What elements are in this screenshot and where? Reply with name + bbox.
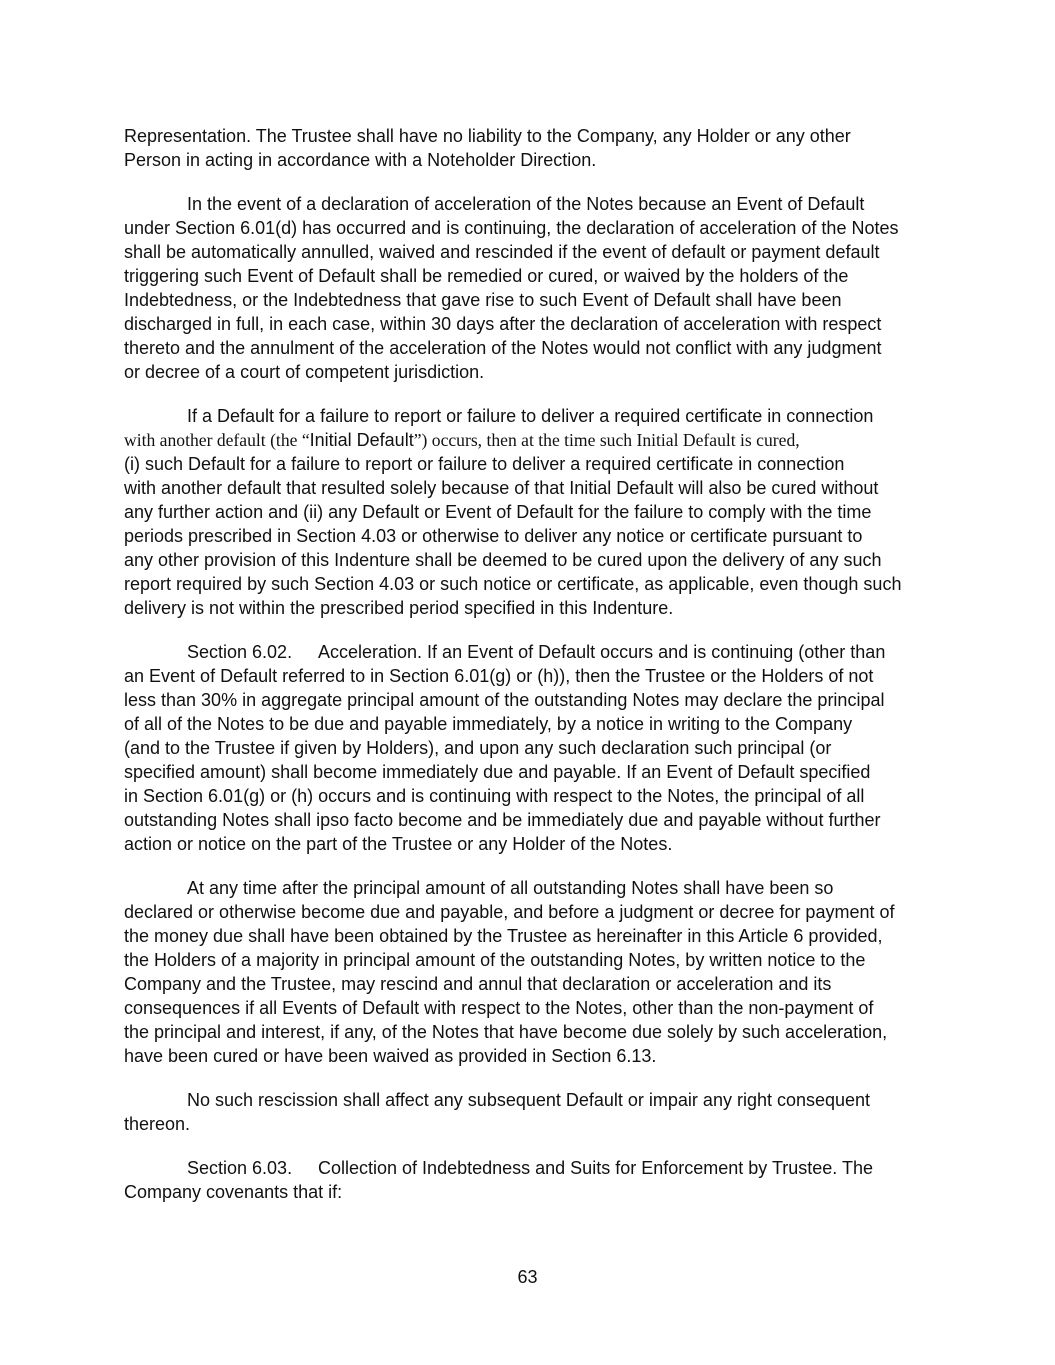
text-run: ”) occurs, then at the time such Initial Default is cured, bbox=[413, 430, 800, 450]
section-heading-line bbox=[124, 640, 930, 664]
text-line: declared or otherwise become due and payable, and before a judgment or decree for payment of bbox=[124, 902, 895, 922]
text-line: in Section 6.01(g) or (h) occurs and is continuing with respect to the Notes, the principal of all bbox=[124, 786, 865, 806]
section-text: Acceleration. If an Event of Default occurs and is continuing (other than bbox=[318, 642, 886, 662]
text-line: delivery is not within the prescribed period specified in this Indenture. bbox=[124, 598, 674, 618]
text-line: report required by such Section 4.03 or such notice or certificate, as applicable, even though such bbox=[124, 574, 902, 594]
paragraph-gap bbox=[124, 1068, 930, 1088]
text-line: (and to the Trustee if given by Holders), and upon any such declaration such principal (or bbox=[124, 738, 832, 758]
text-line: have been cured or have been waived as provided in Section 6.13. bbox=[124, 1046, 657, 1066]
section-6-02 bbox=[124, 640, 930, 856]
text-line: the principal and interest, if any, of the Notes that have become due solely by such acceleration, bbox=[124, 1022, 888, 1042]
text-line: In the event of a declaration of acceleration of the Notes because an Event of Default bbox=[187, 194, 865, 214]
text-line: Representation. The Trustee shall have no liability to the Company, any Holder or any other bbox=[124, 126, 851, 146]
text-line: specified amount) shall become immediately due and payable. If an Event of Default specified bbox=[124, 762, 871, 782]
paragraph-6 bbox=[124, 1088, 930, 1136]
paragraph-5 bbox=[124, 876, 930, 1068]
text-line: consequences if all Events of Default with respect to the Notes, other than the non-payment of bbox=[124, 998, 874, 1018]
text-line-mixed bbox=[124, 428, 930, 452]
page-number: 63 bbox=[517, 1267, 538, 1287]
section-6-03 bbox=[124, 1156, 930, 1204]
paragraph-gap bbox=[124, 384, 930, 404]
text-line: (i) such Default for a failure to report or failure to deliver a required certificate in connection bbox=[124, 454, 845, 474]
text-line: Indebtedness, or the Indebtedness that gave rise to such Event of Default shall have been bbox=[124, 290, 842, 310]
text-line: any further action and (ii) any Default or Event of Default for the failure to comply with the time bbox=[124, 502, 872, 522]
text-line: the Holders of a majority in principal amount of the outstanding Notes, by written notice to the bbox=[124, 950, 866, 970]
section-number: Section 6.03. bbox=[187, 1158, 293, 1178]
text-line: No such rescission shall affect any subsequent Default or impair any right consequent bbox=[187, 1090, 871, 1110]
paragraph-gap bbox=[124, 620, 930, 640]
paragraph-gap bbox=[124, 172, 930, 192]
text-line: At any time after the principal amount of all outstanding Notes shall have been so bbox=[187, 878, 834, 898]
paragraph-2 bbox=[124, 192, 930, 384]
section-number: Section 6.02. bbox=[187, 642, 293, 662]
text-line: discharged in full, in each case, within 30 days after the declaration of acceleration with respect bbox=[124, 314, 882, 334]
section-heading-line bbox=[124, 1156, 930, 1180]
text-line: of all of the Notes to be due and payable immediately, by a notice in writing to the Company bbox=[124, 714, 853, 734]
text-line: If a Default for a failure to report or failure to deliver a required certificate in connection bbox=[187, 406, 874, 426]
paragraph-3 bbox=[124, 404, 930, 620]
text-line: thereon. bbox=[124, 1114, 191, 1134]
text-line: an Event of Default referred to in Section 6.01(g) or (h)), then the Trustee or the Holders of not bbox=[124, 666, 874, 686]
paragraph-1 bbox=[124, 124, 930, 172]
paragraph-gap bbox=[124, 1136, 930, 1156]
paragraph-gap bbox=[124, 856, 930, 876]
text-run: with another default (the “ bbox=[124, 430, 310, 450]
text-line: shall be automatically annulled, waived and rescinded if the event of default or payment default bbox=[124, 242, 880, 262]
text-line: the money due shall have been obtained by the Trustee as hereinafter in this Article 6 provided, bbox=[124, 926, 883, 946]
text-line: less than 30% in aggregate principal amount of the outstanding Notes may declare the principal bbox=[124, 690, 885, 710]
text-line: action or notice on the part of the Trustee or any Holder of the Notes. bbox=[124, 834, 673, 854]
text-line: or decree of a court of competent jurisdiction. bbox=[124, 362, 485, 382]
text-line: periods prescribed in Section 4.03 or otherwise to deliver any notice or certificate pursuant to bbox=[124, 526, 863, 546]
text-line: under Section 6.01(d) has occurred and is continuing, the declaration of acceleration of the Notes bbox=[124, 218, 899, 238]
text-line: triggering such Event of Default shall be remedied or cured, or waived by the holders of the bbox=[124, 266, 849, 286]
text-line: with another default that resulted solely because of that Initial Default will also be cured without bbox=[124, 478, 879, 498]
defined-term: Initial Default bbox=[309, 430, 414, 450]
text-line: outstanding Notes shall ipso facto become and be immediately due and payable without further bbox=[124, 810, 881, 830]
section-text: Collection of Indebtedness and Suits for Enforcement by Trustee. The bbox=[318, 1158, 873, 1178]
text-line: Person in acting in accordance with a Noteholder Direction. bbox=[124, 150, 597, 170]
text-line: thereto and the annulment of the acceleration of the Notes would not conflict with any judgment bbox=[124, 338, 882, 358]
text-line: Company and the Trustee, may rescind and annul that declaration or acceleration and its bbox=[124, 974, 832, 994]
document-body bbox=[124, 124, 930, 1204]
text-line: Company covenants that if: bbox=[124, 1182, 343, 1202]
text-line: any other provision of this Indenture shall be deemed to be cured upon the delivery of any such bbox=[124, 550, 882, 570]
